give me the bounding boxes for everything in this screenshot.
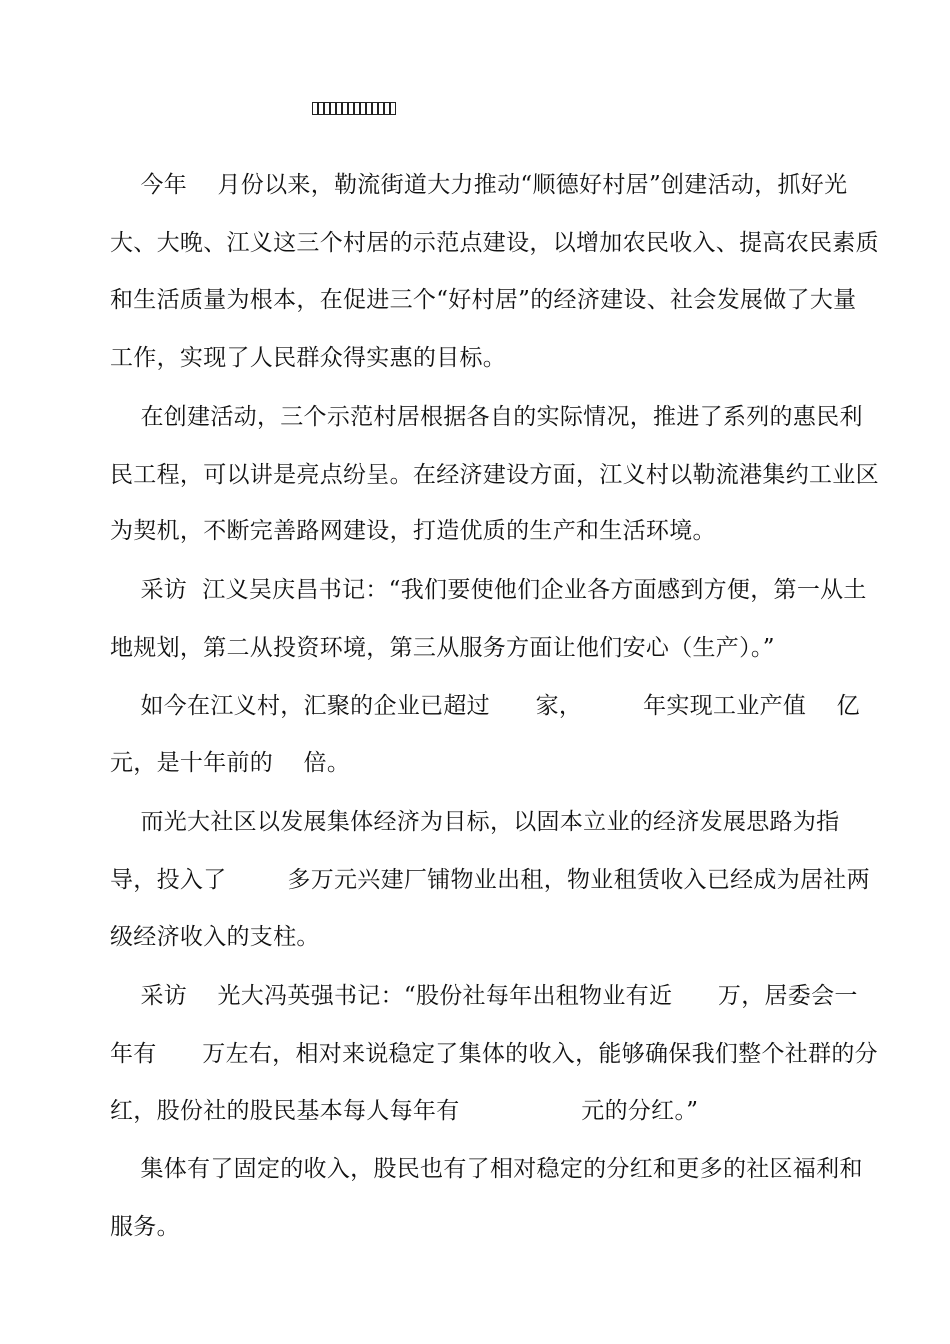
document-title-garbled-glyphs [312,102,396,118]
interview-2-line-2: 年有 万左右，相对来说稳定了集体的收入，能够确保我们整个社群的分 [110,1041,878,1067]
interview-1-line-1: 采访 江义吴庆昌书记：“我们要使他们企业各方面感到方便，第一从土 [110,577,867,603]
paragraph-3-line-1: 如今在江义村，汇聚的企业已超过 家， 年实现工业产值 亿 [110,693,860,719]
paragraph-1-line-1: 今年 月份以来，勒流街道大力推动“顺德好村居”创建活动，抓好光 [110,172,848,198]
interview-2-line-1: 采访 光大冯英强书记：“股份社每年出租物业有近 万，居委会一 [110,983,858,1009]
paragraph-1-line-4: 工作，实现了人民群众得实惠的目标。 [110,345,507,371]
paragraph-5-line-2: 服务。 [110,1214,180,1240]
paragraph-4-line-2: 导，投入了 多万元兴建厂铺物业出租，物业租赁收入已经成为居社两 [110,867,870,893]
paragraph-5-line-1: 集体有了固定的收入，股民也有了相对稳定的分红和更多的社区福利和 [110,1156,863,1182]
missing-glyph-box [390,102,396,115]
paragraph-1-line-3: 和生活质量为根本，在促进三个“好村居”的经济建设、社会发展做了大量 [110,287,857,313]
paragraph-4-line-1: 而光大社区以发展集体经济为目标，以固本立业的经济发展思路为指 [110,809,840,835]
paragraph-2-line-1: 在创建活动，三个示范村居根据各自的实际情况，推进了系列的惠民利 [110,404,863,430]
interview-1-line-2: 地规划，第二从投资环境，第三从服务方面让他们安心（生产）。” [110,635,775,661]
paragraph-4-line-3: 级经济收入的支柱。 [110,924,320,950]
interview-2-line-3: 红，股份社的股民基本每人每年有 元的分红。” [110,1098,699,1124]
paragraph-2-line-2: 民工程，可以讲是亮点纷呈。在经济建设方面，江义村以勒流港集约工业区 [110,462,879,488]
paragraph-1-line-2: 大、大晚、江义这三个村居的示范点建设，以增加农民收入、提高农民素质 [110,230,879,256]
paragraph-3-line-2: 元，是十年前的 倍。 [110,750,351,776]
paragraph-2-line-3: 为契机，不断完善路网建设，打造优质的生产和生活环境。 [110,518,716,544]
